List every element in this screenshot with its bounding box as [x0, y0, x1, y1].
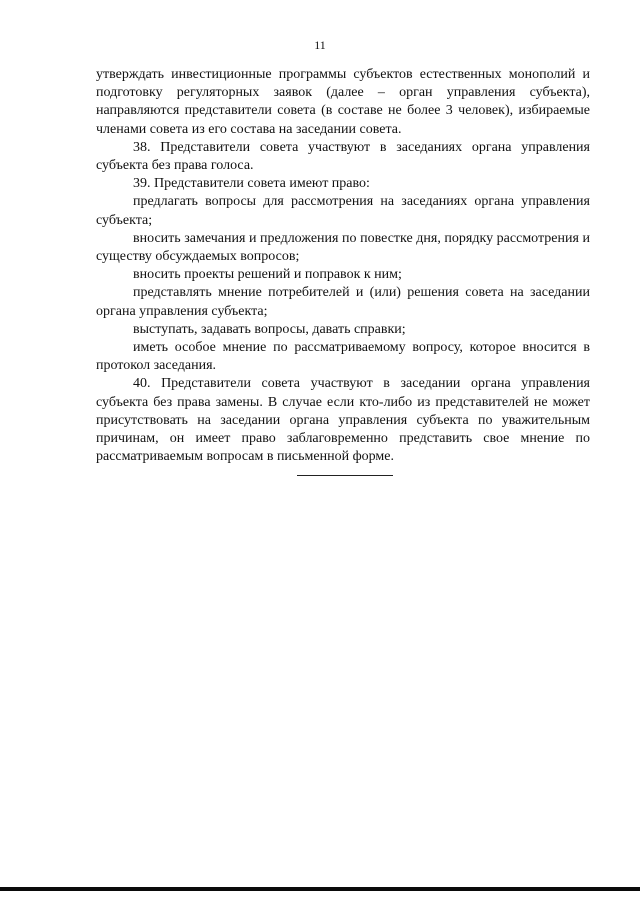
- page-number: 11: [314, 38, 326, 52]
- paragraph-continuation: утверждать инвестиционные программы субъектов естественных монополий и подготовку регуляторных заявок (далее – орган управления субъекта), направляются представители совета (в составе не более 3 человек), избираемые членами совета из его состава на заседании совета.: [96, 67, 590, 137]
- document-body: [96, 66, 590, 466]
- right-speak: выступать, задавать вопросы, давать справки;: [133, 321, 406, 337]
- scan-edge-bar: [0, 887, 640, 891]
- right-propose-questions: предлагать вопросы для рассмотрения на заседаниях органа управления субъекта;: [96, 194, 590, 228]
- paragraph-item-39: 39. Представители совета имеют право:: [133, 176, 370, 192]
- paragraph-item-38: 38. Представители совета участвуют в заседаниях органа управления субъекта без права голоса.: [96, 139, 590, 174]
- end-of-text-divider: [297, 475, 393, 476]
- right-special-opinion: иметь особое мнение по рассматриваемому вопросу, которое вносится в протокол заседания.: [96, 340, 590, 374]
- paragraph-item-40: 40. Представители совета участвуют в заседании органа управления субъекта без права замены. В случае если кто-либо из представителей не может присутствовать на заседании органа управления субъекта по уважительным причинам, он имеет право заблаговременно представить свое мнение по рассматриваемым вопросам в письменной форме.: [96, 376, 590, 465]
- right-draft-decisions: вносить проекты решений и поправок к ним;: [133, 267, 402, 283]
- right-represent-opinion: представлять мнение потребителей и (или) решения совета на заседании органа управления субъекта;: [96, 285, 590, 319]
- right-agenda-remarks: вносить замечания и предложения по повестке дня, порядку рассмотрения и существу обсуждаемых вопросов;: [96, 230, 590, 265]
